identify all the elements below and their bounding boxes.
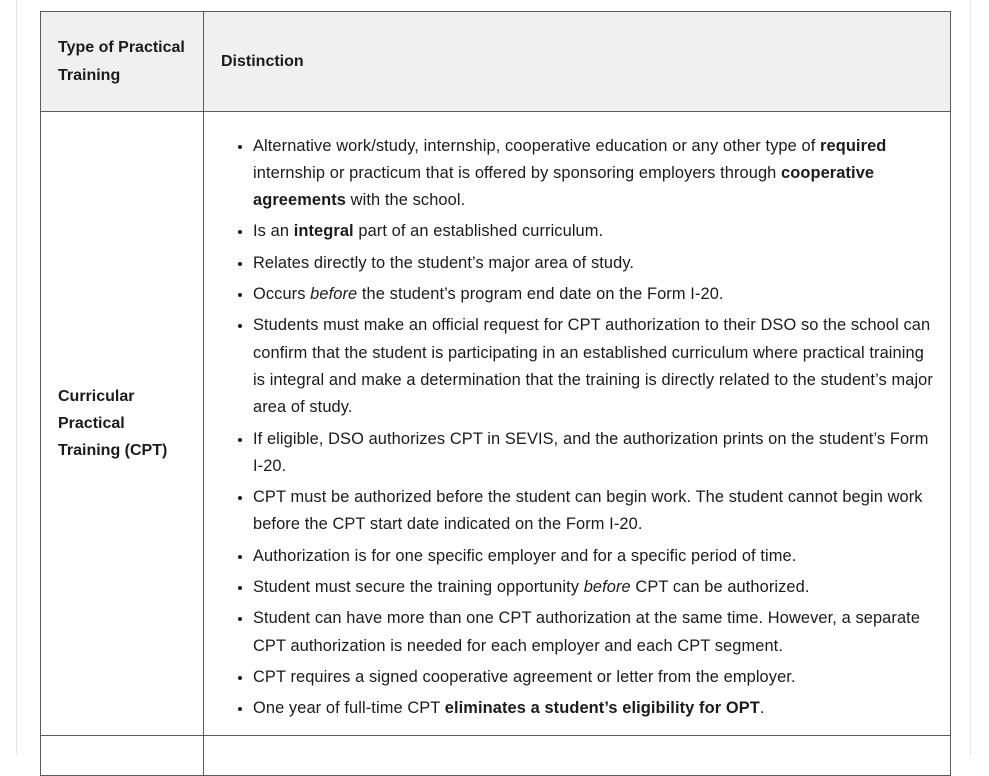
next-row-distinction-cell xyxy=(204,736,951,776)
list-item xyxy=(253,218,933,245)
list-item-text: with the school. xyxy=(346,191,466,210)
list-item-text: Student must secure the training opportunity xyxy=(253,577,584,596)
list-item-text: Student can have more than one CPT authorization at the same time. However, a separate CPT authorization is needed for each employer and each CPT segment. xyxy=(253,609,921,655)
list-item-text: the student’s program end date on the Form I-20. xyxy=(357,285,724,304)
table-row-next xyxy=(41,736,951,776)
list-item-text: CPT requires a signed cooperative agreement or letter from the employer. xyxy=(253,667,796,686)
cpt-distinction-list xyxy=(228,133,933,723)
practical-training-table xyxy=(40,11,951,776)
list-item-text: part of an established curriculum. xyxy=(353,222,604,241)
list-item-text: before xyxy=(310,285,358,304)
list-item-text: CPT can be authorized. xyxy=(630,577,810,596)
list-item xyxy=(253,574,933,601)
list-item-text: integral xyxy=(293,222,354,241)
list-item-text: If eligible, DSO authorizes CPT in SEVIS, and the authorization prints on the student’s Form I-20. xyxy=(253,429,929,475)
list-item xyxy=(253,695,933,722)
list-item-text: Relates directly to the student’s major area of study. xyxy=(253,253,635,272)
list-item-text: required xyxy=(820,136,887,155)
header-type-of-practical-training: Type of Practical Training xyxy=(41,12,204,112)
cpt-type-cell: Curricular Practical Training (CPT) xyxy=(41,112,204,736)
list-item-text: Is an xyxy=(253,222,294,241)
list-item-text: CPT must be authorized before the student can begin work. The student cannot begin work before the CPT start date indicated on the Form I-20. xyxy=(253,488,923,534)
list-item xyxy=(253,250,933,277)
list-item-text: cooperative agreements xyxy=(253,163,875,210)
list-item xyxy=(253,543,933,570)
list-item-text: . xyxy=(759,699,765,718)
list-item-text: before xyxy=(583,577,631,596)
header-distinction: Distinction xyxy=(204,12,951,112)
table-header-row xyxy=(41,12,951,112)
list-item-text: Occurs xyxy=(253,285,311,304)
list-item-text: One year of full-time CPT xyxy=(253,699,445,718)
next-row-type-cell xyxy=(41,736,204,776)
cpt-distinction-cell xyxy=(204,112,951,736)
list-item xyxy=(253,133,933,215)
list-item xyxy=(253,605,933,660)
list-item xyxy=(253,664,933,691)
list-item-text: eliminates a student’s eligibility for OPT xyxy=(444,699,760,718)
list-item-text: Authorization is for one specific employer and for a specific period of time. xyxy=(253,546,797,565)
list-item-text: Alternative work/study, internship, cooperative education or any other type of xyxy=(253,136,821,155)
table-row-cpt xyxy=(41,112,951,736)
list-item-text: internship or practicum that is offered by sponsoring employers through xyxy=(253,163,782,182)
list-item xyxy=(253,281,933,308)
list-item-text: Students must make an official request for CPT authorization to their DSO so the school can confirm that the student is participating in an established curriculum where practical training is integral and make a determination that the training is directly related to the student’s major area of study. xyxy=(253,316,933,417)
list-item xyxy=(253,426,933,481)
page-container xyxy=(16,0,971,755)
list-item xyxy=(253,312,933,421)
list-item xyxy=(253,484,933,539)
